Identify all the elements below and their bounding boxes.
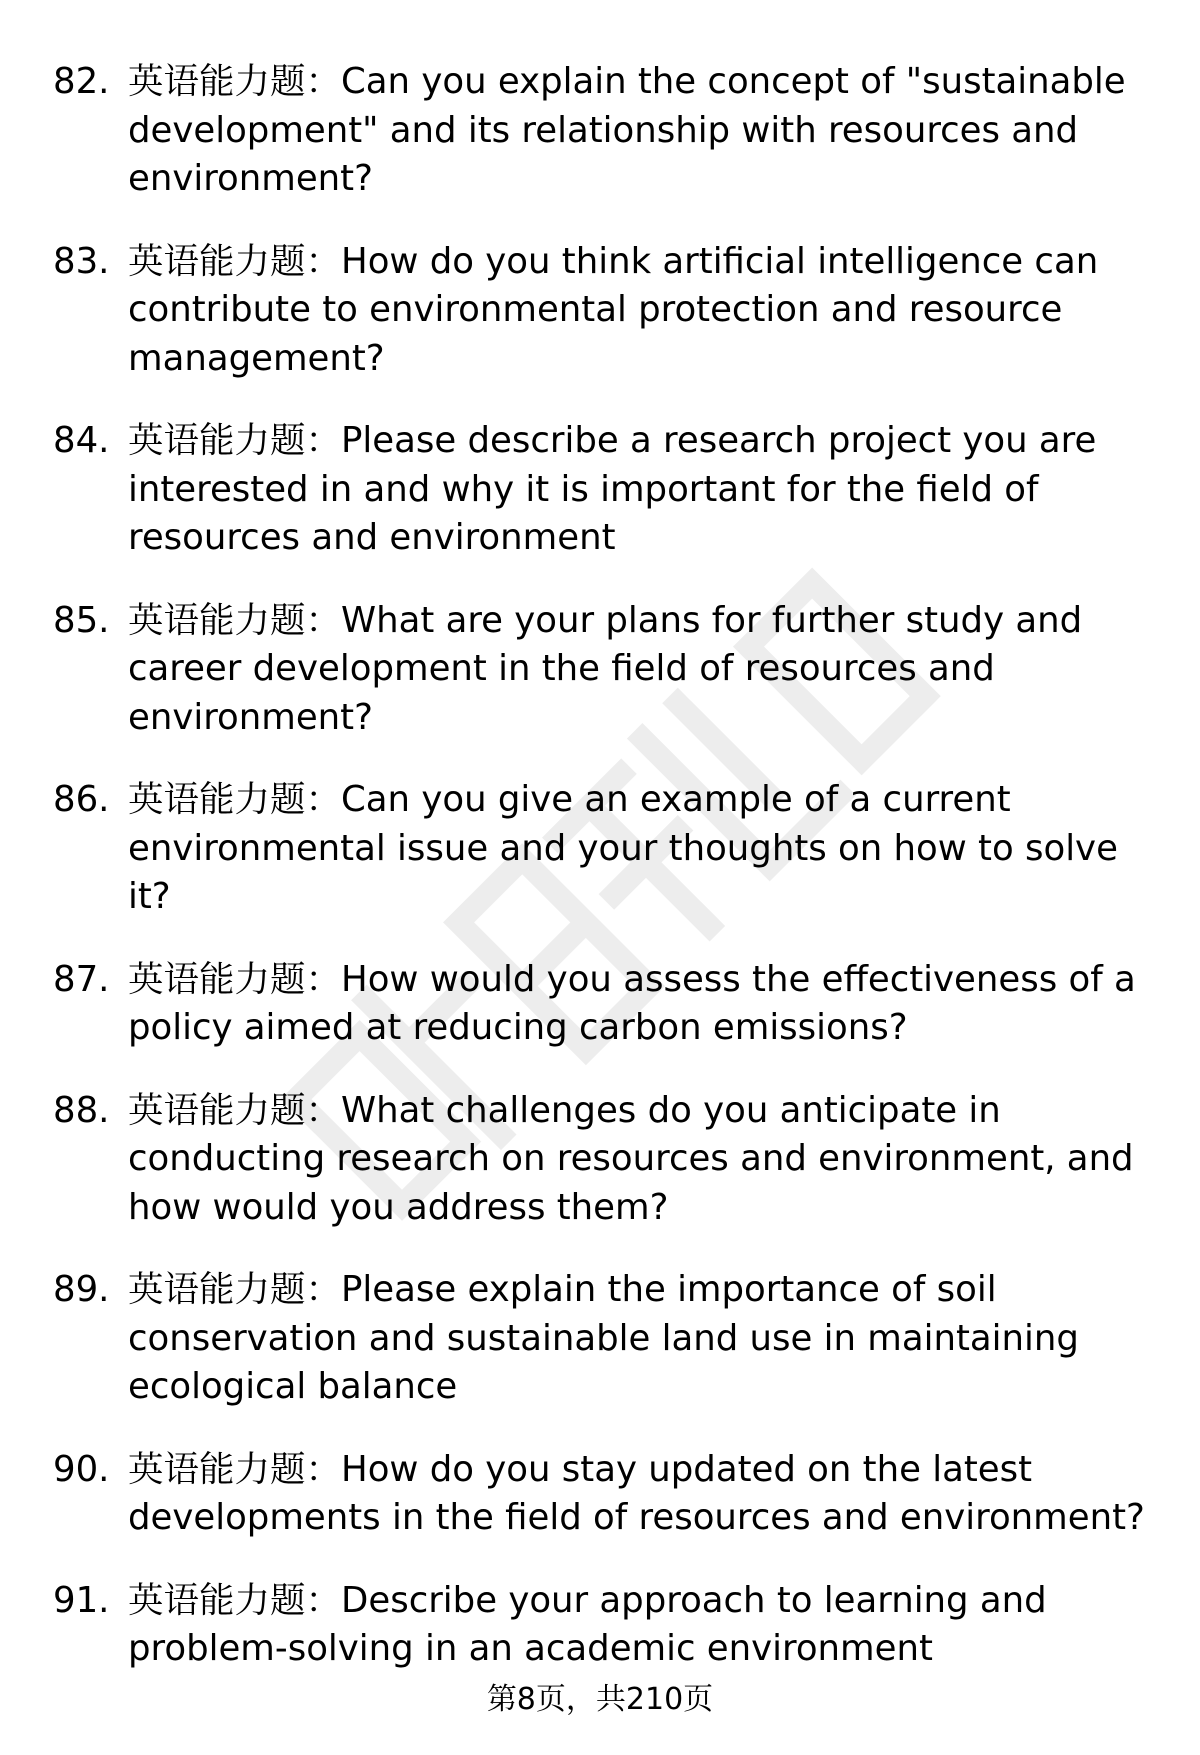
question-text: Describe your approach to learning and problem-solving in an academic environment bbox=[128, 1579, 1047, 1669]
question-text: What are your plans for further study and career development in the field of resources and environment? bbox=[128, 599, 1083, 738]
question-number: 82. bbox=[53, 61, 110, 102]
question-text: Please describe a research project you are interested in and why it is important for the field of resources and environment bbox=[128, 420, 1097, 558]
question-text: How do you think artificial intelligence can contribute to environmental protection and resource management? bbox=[128, 240, 1099, 379]
question-item bbox=[0, 956, 1200, 1053]
question-number: 88. bbox=[53, 1089, 110, 1131]
question-text: How do you stay updated on the latest developments in the field of resources and environment? bbox=[128, 1448, 1145, 1538]
question-label: 英语能力题： bbox=[128, 240, 342, 282]
question-label: 英语能力题： bbox=[128, 1579, 342, 1621]
question-item bbox=[0, 597, 1200, 743]
question-label: 英语能力题： bbox=[128, 61, 342, 102]
question-text: Can you give an example of a current environmental issue and your thoughts on how to solve it? bbox=[128, 779, 1118, 917]
question-label: 英语能力题： bbox=[128, 1448, 342, 1490]
question-label: 英语能力题： bbox=[128, 420, 342, 461]
page-number-label: 第8页，共210页 bbox=[486, 1682, 714, 1717]
question-number: 85. bbox=[53, 599, 110, 641]
question-text: Can you explain the concept of "sustainable development" and its relationship with resources and environment? bbox=[128, 61, 1126, 199]
question-item bbox=[0, 238, 1200, 384]
question-number: 89. bbox=[53, 1269, 110, 1310]
question-number: 86. bbox=[53, 779, 110, 820]
question-item bbox=[0, 58, 1200, 204]
question-label: 英语能力题： bbox=[128, 779, 342, 820]
question-text: How would you assess the effectiveness of a policy aimed at reducing carbon emissions? bbox=[128, 958, 1136, 1048]
question-item bbox=[0, 776, 1200, 922]
question-number: 90. bbox=[53, 1448, 110, 1490]
question-number: 84. bbox=[53, 420, 110, 461]
question-text: Please explain the importance of soil conservation and sustainable land use in maintaining ecological balance bbox=[128, 1269, 1079, 1407]
question-label: 英语能力题： bbox=[128, 1089, 342, 1131]
question-label: 英语能力题： bbox=[128, 958, 342, 1000]
question-item bbox=[0, 1266, 1200, 1412]
question-item bbox=[0, 1446, 1200, 1543]
question-number: 87. bbox=[53, 958, 110, 1000]
page-footer bbox=[0, 1680, 1200, 1720]
question-text: What challenges do you anticipate in conducting research on resources and environment, and how would you address them? bbox=[128, 1089, 1134, 1228]
question-item bbox=[0, 1087, 1200, 1233]
question-item bbox=[0, 417, 1200, 563]
question-number: 83. bbox=[53, 240, 110, 282]
question-label: 英语能力题： bbox=[128, 599, 342, 641]
question-label: 英语能力题： bbox=[128, 1269, 342, 1310]
question-item bbox=[0, 1577, 1200, 1674]
question-number: 91. bbox=[53, 1579, 110, 1621]
question-list bbox=[0, 58, 1200, 1708]
